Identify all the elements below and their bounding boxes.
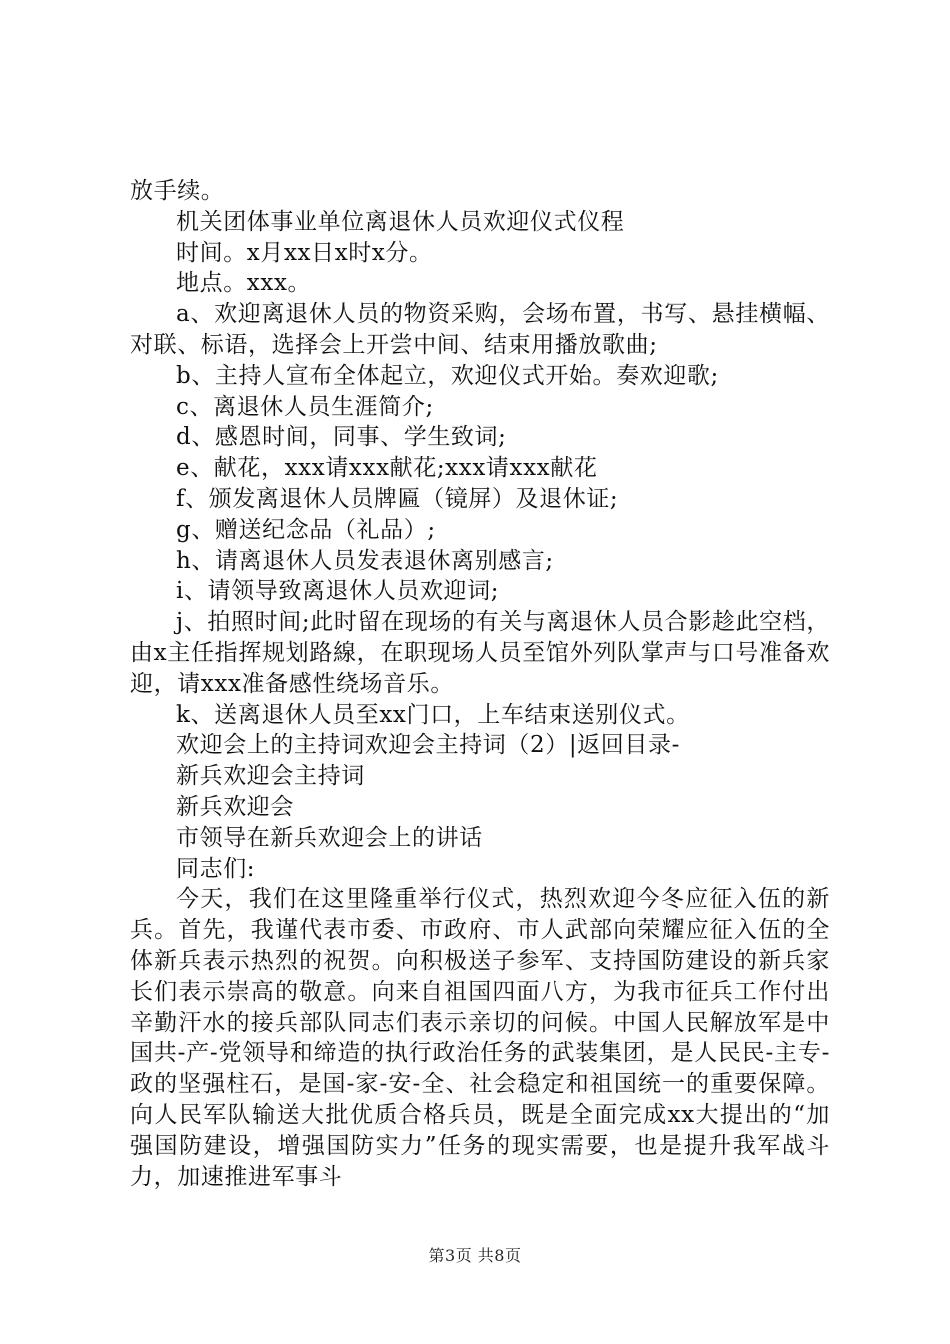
paragraph: c、离退休人员生涯简介;: [176, 393, 434, 420]
paragraph: 地点。xxx。: [176, 270, 312, 297]
paragraph: f、颁发离退休人员牌匾（镜屏）及退休证;: [176, 485, 619, 512]
paragraph: 市领导在新兵欢迎会上的讲话: [176, 824, 483, 851]
paragraph: 同志们:: [176, 855, 256, 882]
paragraph: 欢迎会上的主持词欢迎会主持词（2）|返回目录-: [176, 732, 680, 759]
paragraph: e、献花，xxx请xxx献花;xxx请xxx献花: [176, 455, 598, 482]
paragraph: 时间。x月xx日x时x分。: [176, 239, 433, 266]
document-body: [130, 176, 830, 1192]
paragraph: a、欢迎离退休人员的物资采购，会场布置，书写、悬挂横幅、对联、标语，选择会上开尝中间、结束用播放歌曲;: [130, 301, 830, 358]
paragraph: g、赠送纪念品（礼品）;: [176, 516, 436, 543]
paragraph: 新兵欢迎会主持词: [176, 763, 365, 790]
paragraph: j、拍照时间;此时留在现场的有关与离退休人员合影趁此空档，由x主任指挥规划路線，在职现场人员至馆外列队掌声与口号准备欢迎，请xxx准备感性绕场音乐。: [130, 609, 830, 697]
paragraph: b、主持人宣布全体起立，欢迎仪式开始。奏欢迎歌;: [176, 362, 719, 389]
paragraph: 放手续。: [130, 178, 225, 204]
paragraph: i、请领导致离退休人员欢迎词;: [176, 578, 500, 605]
page-footer: 第3页 共8页: [428, 1246, 522, 1265]
paragraph: h、请离退休人员发表退休离别感言;: [176, 547, 554, 574]
paragraph: k、送离退休人员至xx门口，上车结束送别仪式。: [176, 701, 690, 728]
paragraph: 新兵欢迎会: [176, 793, 294, 820]
paragraph: 今天，我们在这里隆重举行仪式，热烈欢迎今冬应征入伍的新兵。首先，我谨代表市委、市政府、市人武部向荣耀应征入伍的全体新兵表示热烈的祝贺。向积极送子参军、支持国防建设的新兵家长们表示崇高的敬意。向来自祖国四面八方，为我市征兵工作付出辛勤汗水的接兵部队同志们表示亲切的问候。中国人民解放军是中国共-产-党领导和缔造的执行政治任务的武装集团，是人民民-主专-政的坚强柱石，是国-家-安-全、社会稳定和祖国统一的重要保障。向人民军队输送大批优质合格兵员，既是全面完成xx大提出的“加强国防建设，增强国防实力”任务的现实需要，也是提升我军战斗力，加速推进军事斗: [130, 886, 830, 1190]
paragraph: d、感恩时间，同事、学生致词;: [176, 424, 507, 451]
paragraph: 机关团体事业单位离退休人员欢迎仪式仪程: [176, 208, 625, 235]
